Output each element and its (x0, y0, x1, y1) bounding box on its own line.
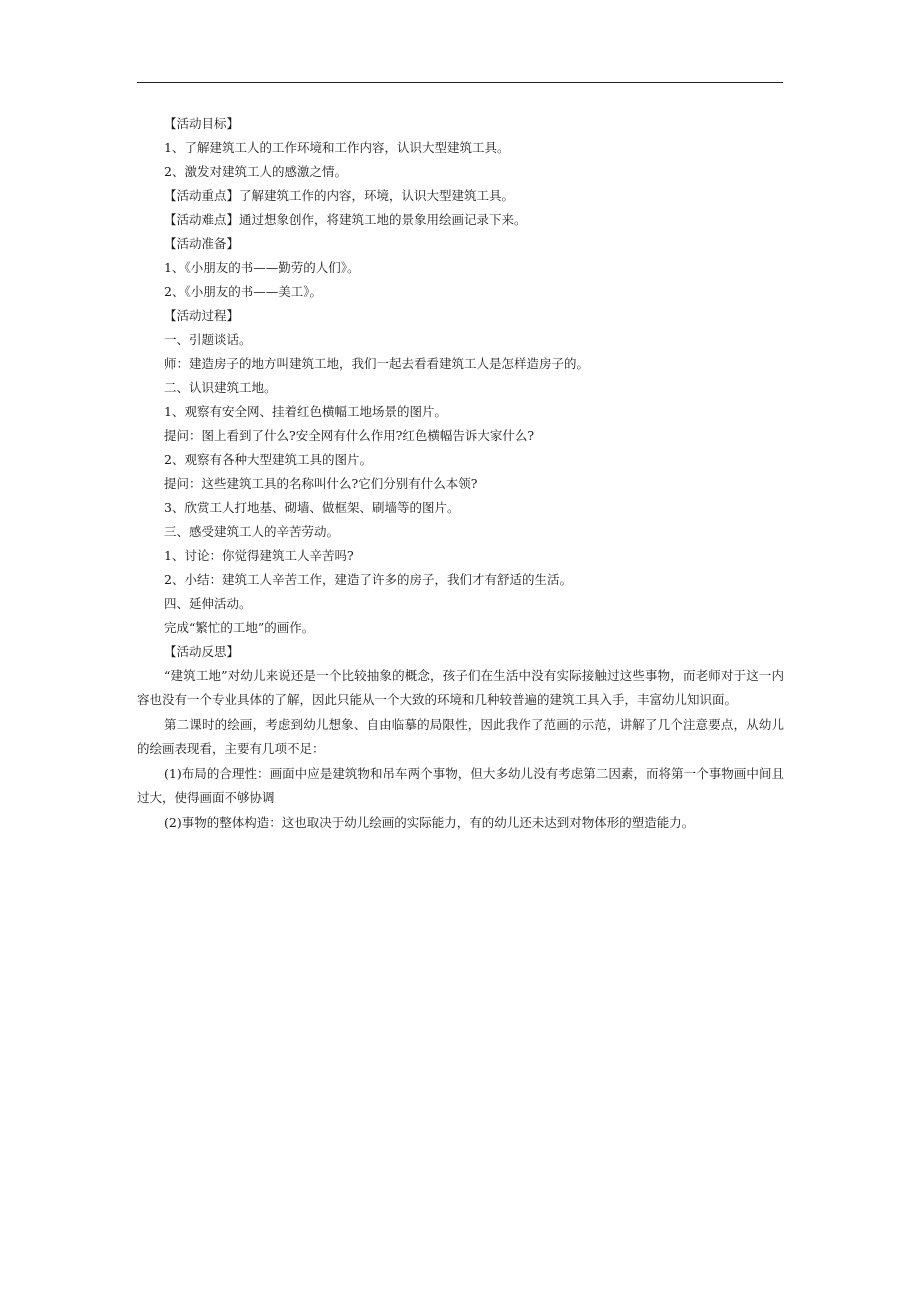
heading-activity-reflection: 【活动反思】 (164, 644, 240, 659)
goal-item-2: 2、激发对建筑工人的感激之情。 (164, 164, 347, 179)
preparation-item-2: 2、《小朋友的书——美工》。 (164, 284, 322, 299)
process-step-3: 3、欣赏工人打地基、砌墙、做框架、刷墙等的图片。 (164, 500, 460, 515)
heading-activity-process: 【活动过程】 (164, 308, 240, 323)
goal-item-1: 1、了解建筑工人的工作环境和工作内容，认识大型建筑工具。 (164, 140, 510, 155)
preparation-item-1: 1、《小朋友的书——勤劳的人们》。 (164, 260, 360, 275)
process-step-2: 2、观察有各种大型建筑工具的图片。 (164, 452, 372, 467)
header-rule (137, 82, 783, 83)
reflection-point-1: (1)布局的合理性：画面中应是建筑物和吊车两个事物，但大多幼儿没有考虑第二因素，而将第一个事物画中间且过大，使得画面不够协调 (137, 766, 784, 805)
reflection-paragraph-2: 第二课时的绘画，考虑到幼儿想象、自由临摹的局限性，因此我作了范画的示范，讲解了几个注意要点，从幼儿的绘画表现看，主要有几项不足： (137, 717, 784, 756)
process-section-4: 四、延伸活动。 (164, 596, 252, 611)
process-section-3: 三、感受建筑工人的辛苦劳动。 (164, 524, 340, 539)
activity-focus: 【活动重点】了解建筑工作的内容，环境，认识大型建筑工具。 (164, 188, 515, 203)
question-1: 提问：图上看到了什么?安全网有什么作用?红色横幅告诉大家什么? (164, 428, 535, 443)
reflection-point-2: (2)事物的整体构造：这也取决于幼儿绘画的实际能力，有的幼儿还未达到对物体形的塑造能力。 (164, 815, 695, 830)
heading-activity-goals: 【活动目标】 (164, 116, 240, 131)
discussion-item: 1、讨论：你觉得建筑工人辛苦吗? (164, 548, 354, 563)
process-section-2: 二、认识建筑工地。 (164, 380, 277, 395)
heading-activity-preparation: 【活动准备】 (164, 236, 240, 251)
document-body (137, 112, 784, 837)
teacher-intro: 师：建造房子的地方叫建筑工地，我们一起去看看建筑工人是怎样造房子的。 (164, 356, 590, 371)
extension-activity: 完成“繁忙的工地”的画作。 (164, 620, 315, 635)
activity-difficulty: 【活动难点】通过想象创作，将建筑工地的景象用绘画记录下来。 (164, 212, 527, 227)
summary-item: 2、小结：建筑工人辛苦工作，建造了许多的房子，我们才有舒适的生活。 (164, 572, 572, 587)
reflection-paragraph-1: “建筑工地”对幼儿来说还是一个比较抽象的概念，孩子们在生活中没有实际接触过这些事物，而老师对于这一内容也没有一个专业具体的了解，因此只能从一个大致的环境和几种较普遍的建筑工具入手，丰富幼儿知识面。 (137, 668, 784, 707)
process-step-1: 1、观察有安全网、挂着红色横幅工地场景的图片。 (164, 404, 447, 419)
process-section-1: 一、引题谈话。 (164, 332, 252, 347)
question-2: 提问：这些建筑工具的名称叫什么?它们分别有什么本领? (164, 476, 478, 491)
